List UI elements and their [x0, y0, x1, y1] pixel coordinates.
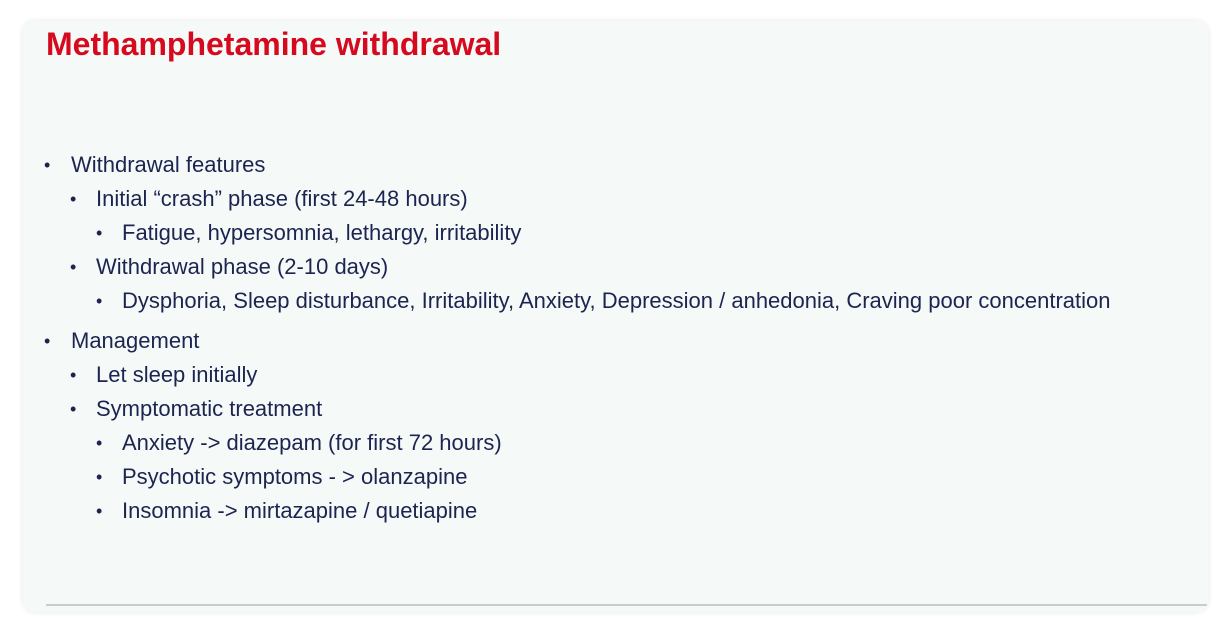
- bullet-text: Psychotic symptoms - > olanzapine: [122, 464, 468, 489]
- slide: [23, 21, 1208, 612]
- bullet-icon: •: [70, 399, 77, 419]
- bullet-text: Withdrawal features: [71, 152, 266, 177]
- bullet-management: [23, 326, 1208, 356]
- bullet-icon: •: [96, 501, 103, 521]
- bullet-list: [23, 150, 1208, 526]
- bullet-icon: •: [96, 223, 103, 243]
- bullet-icon: •: [70, 257, 77, 277]
- bullet-let-sleep: [23, 360, 1208, 390]
- bullet-withdrawal-symptoms: [23, 286, 1122, 316]
- bullet-text: Let sleep initially: [96, 362, 258, 387]
- bullet-withdrawal-features: [23, 150, 1208, 180]
- bullet-text: Initial “crash” phase (first 24-48 hours): [96, 186, 468, 211]
- bullet-text: Dysphoria, Sleep disturbance, Irritability, Anxiety, Depression / anhedonia, Craving poor concentration: [122, 288, 1111, 313]
- footer-divider: [46, 604, 1208, 606]
- slide-title: Methamphetamine withdrawal: [46, 26, 502, 62]
- bullet-symptomatic-treatment: [23, 394, 1208, 424]
- bullet-icon: •: [96, 467, 103, 487]
- bullet-insomnia: [23, 496, 1122, 526]
- bullet-text: Management: [71, 328, 200, 353]
- bullet-icon: •: [70, 189, 77, 209]
- bullet-text: Fatigue, hypersomnia, lethargy, irritability: [122, 220, 522, 245]
- bullet-icon: •: [70, 365, 77, 385]
- bullet-text: Anxiety -> diazepam (for first 72 hours): [122, 430, 502, 455]
- bullet-icon: •: [96, 291, 103, 311]
- bullet-text: Symptomatic treatment: [96, 396, 323, 421]
- bullet-crash-phase: [23, 184, 1208, 214]
- bullet-crash-symptoms: [23, 218, 1122, 248]
- bullet-anxiety: [23, 428, 1122, 458]
- bullet-icon: •: [44, 155, 51, 175]
- bullet-psychotic: [23, 462, 1122, 492]
- bullet-text: Insomnia -> mirtazapine / quetiapine: [122, 498, 478, 523]
- bullet-withdrawal-phase: [23, 252, 1208, 282]
- bullet-icon: •: [44, 331, 51, 351]
- bullet-text: Withdrawal phase (2-10 days): [96, 254, 389, 279]
- bullet-icon: •: [96, 433, 103, 453]
